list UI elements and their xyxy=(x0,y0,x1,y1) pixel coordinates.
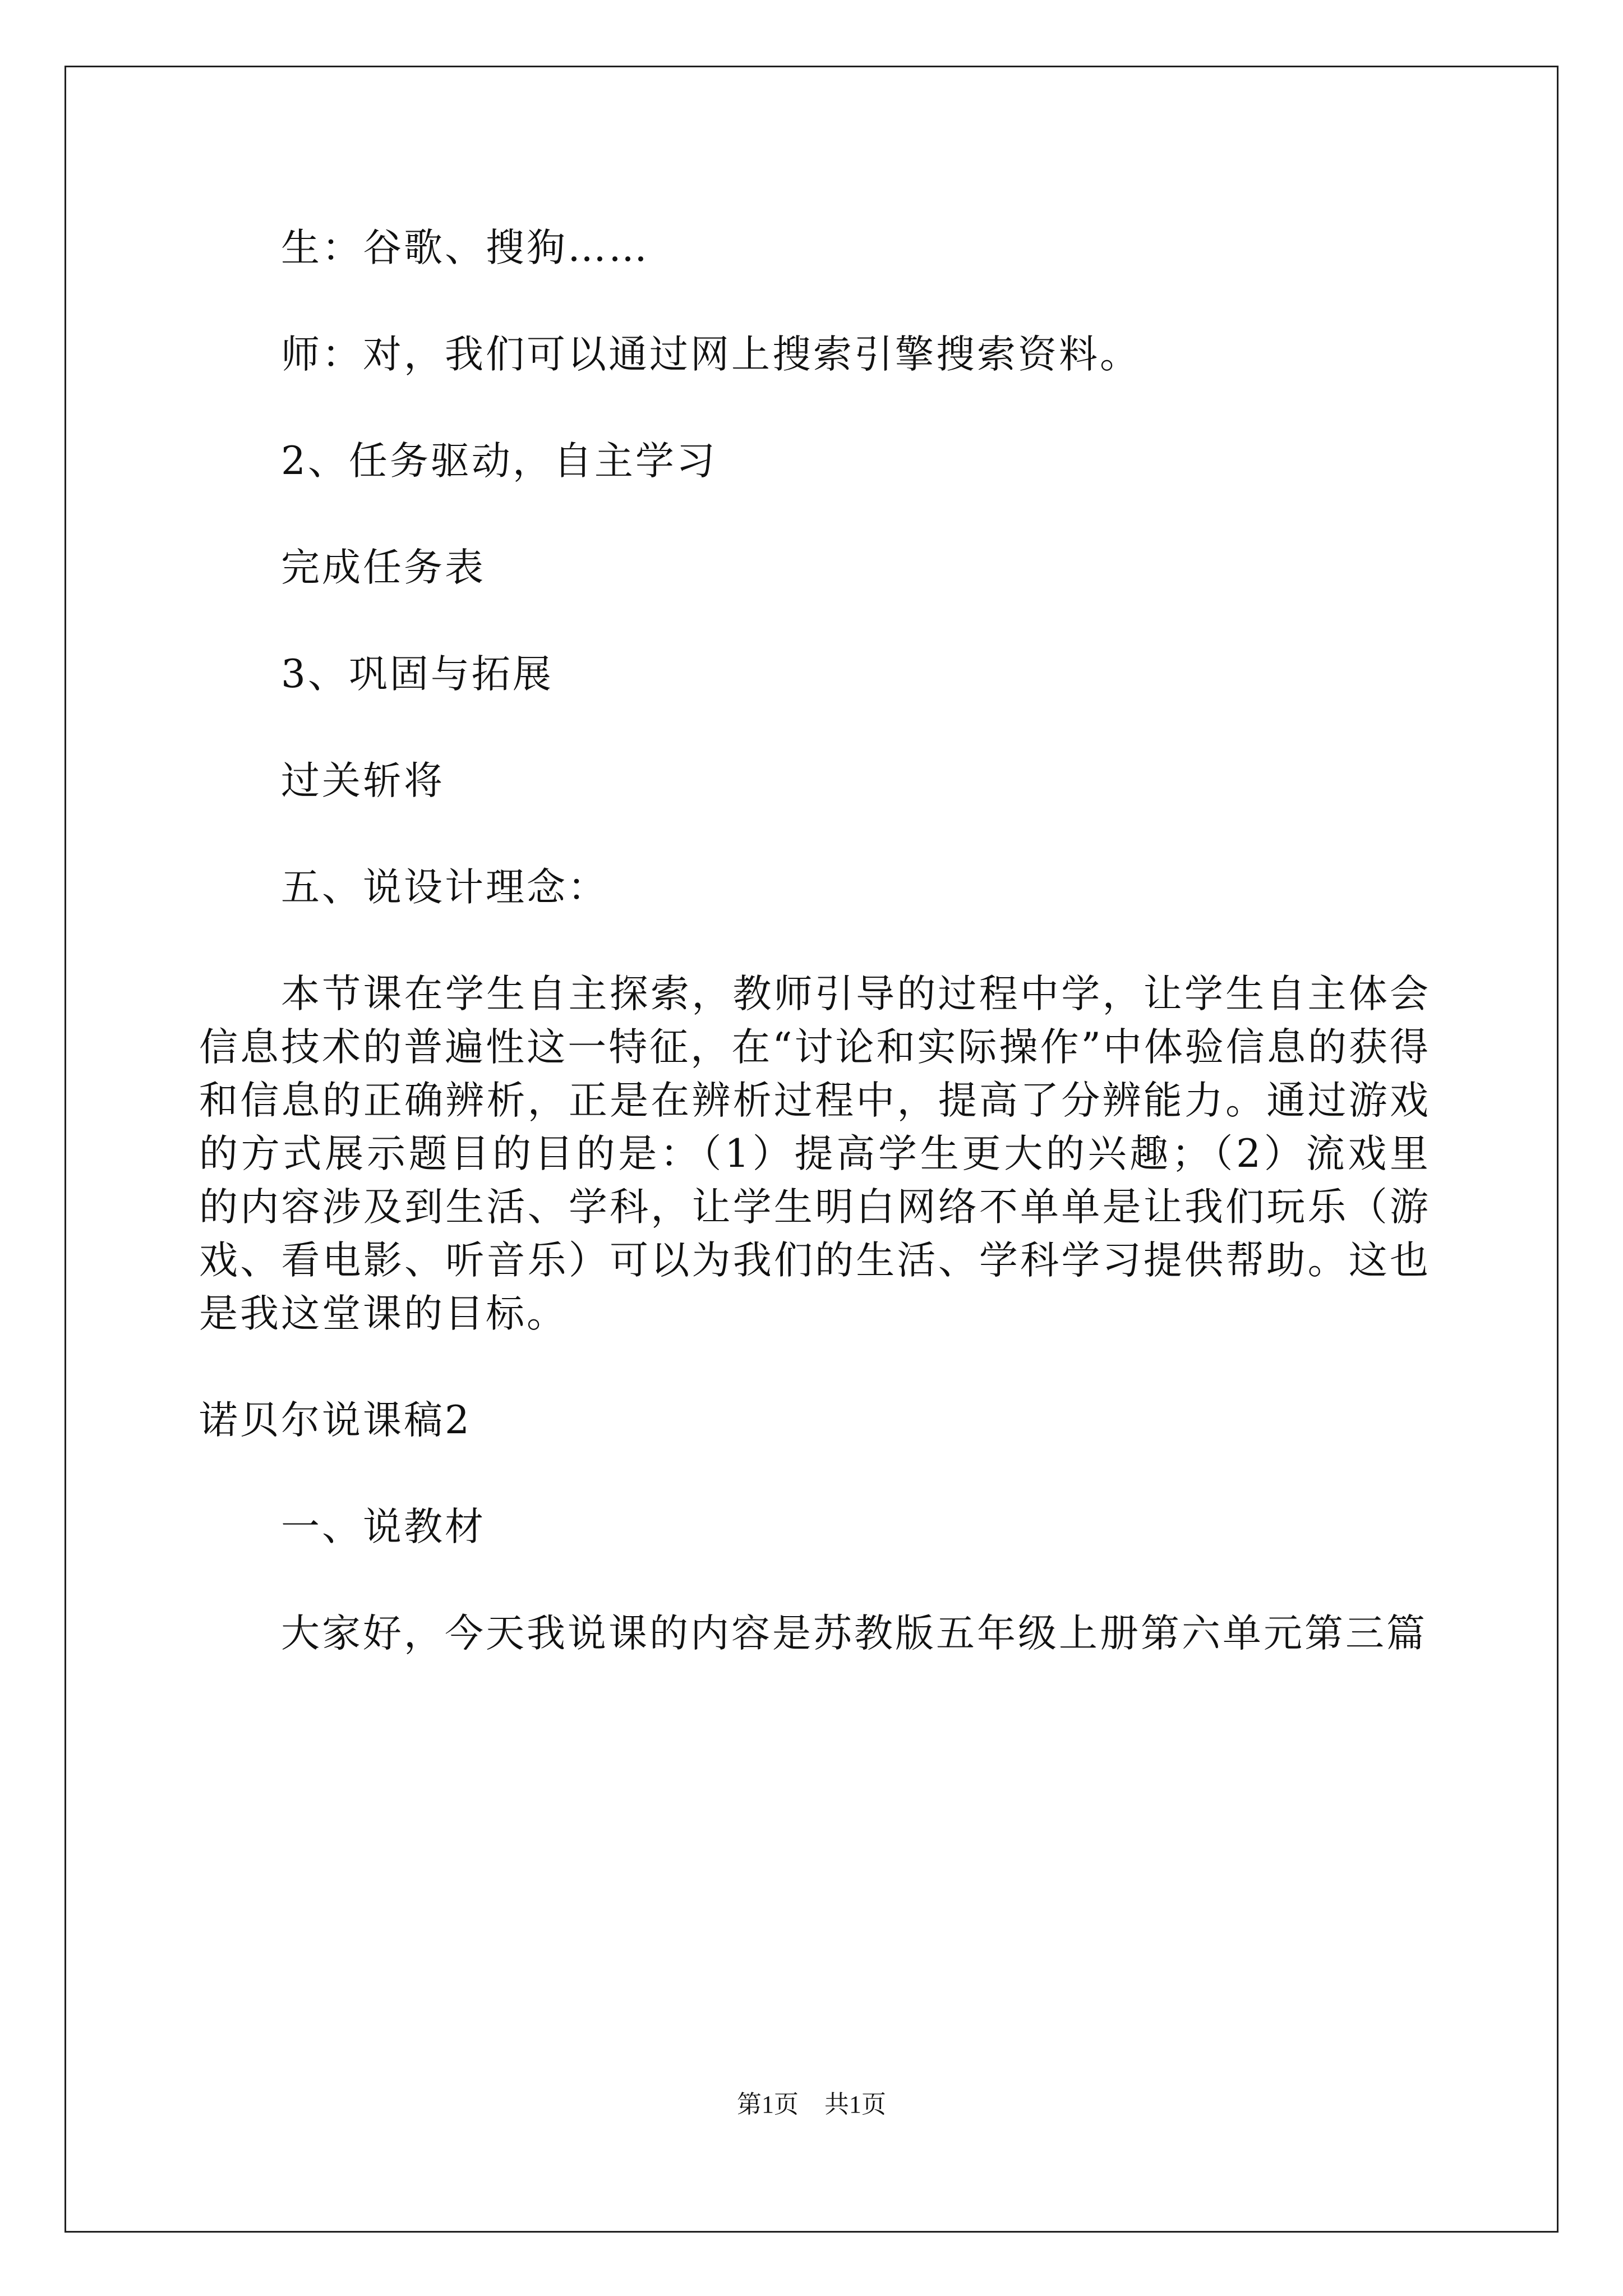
document-body xyxy=(199,222,1431,1714)
section-heading: 五、说设计理念： xyxy=(281,865,608,910)
paragraph: 过关斩将 xyxy=(281,758,445,803)
section-heading: 2、任务驱动，自主学习 xyxy=(281,439,717,484)
section-heading: 一、说教材 xyxy=(281,1504,486,1549)
section-heading: 3、巩固与拓展 xyxy=(281,652,554,697)
paragraph: 生：谷歌、搜狗…… xyxy=(281,226,649,270)
page-number: 第1页 xyxy=(737,2091,799,2118)
paragraph: 大家好，今天我说课的内容是苏教版五年级上册第六单元第三篇 xyxy=(281,1611,1427,1656)
page-total: 共1页 xyxy=(824,2091,886,2118)
paragraph: 本节课在学生自主探索，教师引导的过程中学，让学生自主体会信息技术的普遍性这一特征，在“讨论和实际操作”中体验信息的获得和信息的正确辨析，正是在辨析过程中，提高了分辨能力。通过游戏的方式展示题目的目的是：（1）提高学生更大的兴趣；（2）流戏里的内容涉及到生活、学科，让学生明白网络不单单是让我们玩乐（游戏、看电影、听音乐）可以为我们的生活、学科学习提供帮助。这也是我这堂课的目标。 xyxy=(199,972,1431,1336)
document-title: 诺贝尔说课稿2 xyxy=(199,1398,472,1443)
paragraph: 师：对，我们可以通过网上搜索引擎搜索资料。 xyxy=(281,332,1141,377)
page-footer xyxy=(0,2088,1623,2122)
paragraph: 完成任务表 xyxy=(281,545,486,590)
